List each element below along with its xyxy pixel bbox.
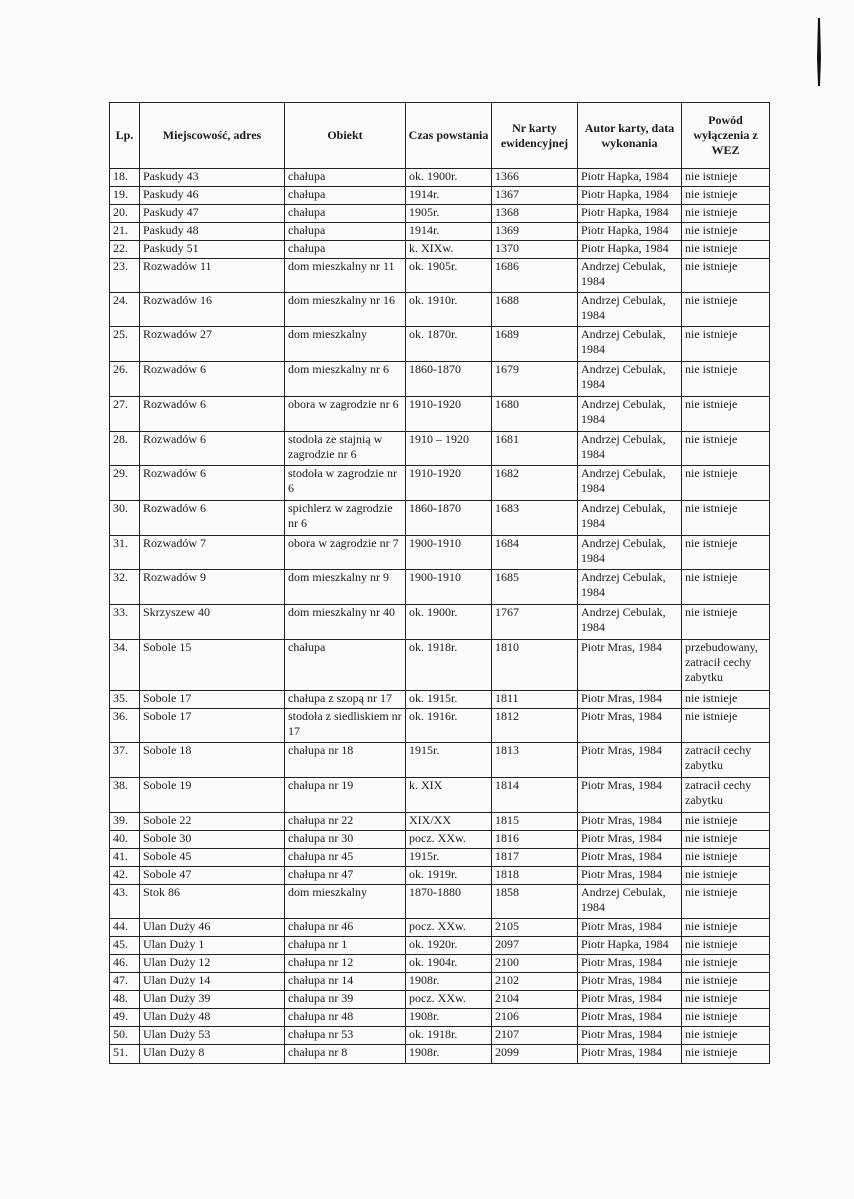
- table-row: [110, 362, 770, 397]
- cell-lp: 19.: [110, 187, 140, 205]
- cell-card-author: Piotr Mras, 1984: [578, 1045, 682, 1064]
- cell-object: spichlerz w zagrodzie nr 6: [285, 501, 406, 536]
- cell-date-built: ok. 1915r.: [406, 691, 492, 709]
- table-row: [110, 501, 770, 536]
- cell-removal-reason: nie istnieje: [682, 327, 770, 362]
- cell-lp: 44.: [110, 919, 140, 937]
- cell-object: chałupa nr 47: [285, 867, 406, 885]
- cell-object: chałupa nr 39: [285, 991, 406, 1009]
- cell-removal-reason: nie istnieje: [682, 169, 770, 187]
- cell-card-author: Andrzej Cebulak, 1984: [578, 536, 682, 570]
- cell-lp: 26.: [110, 362, 140, 397]
- cell-object: chałupa nr 46: [285, 919, 406, 937]
- cell-location: Stok 86: [140, 885, 285, 919]
- cell-location: Rozwadów 6: [140, 466, 285, 501]
- cell-date-built: 1914r.: [406, 187, 492, 205]
- cell-lp: 42.: [110, 867, 140, 885]
- cell-date-built: 1908r.: [406, 1045, 492, 1064]
- cell-card-number: 2100: [492, 955, 578, 973]
- header-object: Obiekt: [285, 103, 406, 169]
- cell-card-number: 1816: [492, 831, 578, 849]
- cell-card-author: Andrzej Cebulak, 1984: [578, 432, 682, 466]
- cell-date-built: pocz. XXw.: [406, 991, 492, 1009]
- cell-location: Rozwadów 6: [140, 397, 285, 432]
- cell-card-author: Andrzej Cebulak, 1984: [578, 259, 682, 293]
- cell-removal-reason: nie istnieje: [682, 501, 770, 536]
- cell-location: Rozwadów 27: [140, 327, 285, 362]
- table-body: [110, 169, 770, 1064]
- cell-lp: 22.: [110, 241, 140, 259]
- cell-lp: 40.: [110, 831, 140, 849]
- cell-lp: 50.: [110, 1027, 140, 1045]
- cell-date-built: 1910 – 1920: [406, 432, 492, 466]
- cell-location: Sobole 22: [140, 813, 285, 831]
- cell-card-author: Piotr Hapka, 1984: [578, 223, 682, 241]
- cell-object: chałupa nr 45: [285, 849, 406, 867]
- cell-card-number: 1685: [492, 570, 578, 605]
- cell-object: dom mieszkalny: [285, 885, 406, 919]
- cell-removal-reason: nie istnieje: [682, 1027, 770, 1045]
- cell-lp: 25.: [110, 327, 140, 362]
- header-removal-reason: Powód wyłączenia z WEZ: [682, 103, 770, 169]
- cell-lp: 27.: [110, 397, 140, 432]
- cell-date-built: 1915r.: [406, 849, 492, 867]
- table-row: [110, 849, 770, 867]
- table-row: [110, 973, 770, 991]
- table-row: [110, 536, 770, 570]
- cell-date-built: ok. 1920r.: [406, 937, 492, 955]
- cell-card-author: Andrzej Cebulak, 1984: [578, 885, 682, 919]
- cell-location: Rozwadów 7: [140, 536, 285, 570]
- cell-date-built: pocz. XXw.: [406, 919, 492, 937]
- cell-object: chałupa nr 14: [285, 973, 406, 991]
- cell-removal-reason: nie istnieje: [682, 223, 770, 241]
- cell-date-built: ok. 1916r.: [406, 709, 492, 743]
- cell-object: chałupa: [285, 241, 406, 259]
- cell-card-author: Andrzej Cebulak, 1984: [578, 327, 682, 362]
- table-row: [110, 466, 770, 501]
- cell-card-author: Piotr Hapka, 1984: [578, 205, 682, 223]
- cell-date-built: k. XIXw.: [406, 241, 492, 259]
- cell-object: dom mieszkalny: [285, 327, 406, 362]
- table-row: [110, 327, 770, 362]
- cell-object: obora w zagrodzie nr 7: [285, 536, 406, 570]
- cell-card-author: Piotr Hapka, 1984: [578, 241, 682, 259]
- cell-removal-reason: nie istnieje: [682, 813, 770, 831]
- cell-location: Sobole 15: [140, 640, 285, 691]
- table-row: [110, 1045, 770, 1064]
- cell-card-number: 1767: [492, 605, 578, 640]
- cell-card-author: Andrzej Cebulak, 1984: [578, 501, 682, 536]
- cell-object: chałupa nr 19: [285, 778, 406, 813]
- cell-object: dom mieszkalny nr 40: [285, 605, 406, 640]
- table-row: [110, 691, 770, 709]
- cell-location: Rozwadów 6: [140, 362, 285, 397]
- cell-card-author: Piotr Hapka, 1984: [578, 937, 682, 955]
- cell-card-number: 1681: [492, 432, 578, 466]
- cell-object: chałupa z szopą nr 17: [285, 691, 406, 709]
- cell-removal-reason: nie istnieje: [682, 536, 770, 570]
- cell-card-number: 1369: [492, 223, 578, 241]
- cell-date-built: ok. 1904r.: [406, 955, 492, 973]
- table-row: [110, 831, 770, 849]
- table-row: [110, 432, 770, 466]
- cell-card-number: 1689: [492, 327, 578, 362]
- cell-lp: 34.: [110, 640, 140, 691]
- cell-location: Ulan Duży 39: [140, 991, 285, 1009]
- cell-date-built: 1905r.: [406, 205, 492, 223]
- cell-location: Paskudy 46: [140, 187, 285, 205]
- cell-card-author: Andrzej Cebulak, 1984: [578, 605, 682, 640]
- cell-removal-reason: nie istnieje: [682, 570, 770, 605]
- cell-location: Sobole 45: [140, 849, 285, 867]
- cell-object: chałupa nr 1: [285, 937, 406, 955]
- cell-date-built: 1915r.: [406, 743, 492, 778]
- cell-lp: 51.: [110, 1045, 140, 1064]
- cell-card-author: Piotr Mras, 1984: [578, 640, 682, 691]
- header-card-number: Nr karty ewidencyjnej: [492, 103, 578, 169]
- cell-card-number: 2106: [492, 1009, 578, 1027]
- header-card-author: Autor karty, data wykonania: [578, 103, 682, 169]
- cell-date-built: 1900-1910: [406, 570, 492, 605]
- cell-location: Paskudy 47: [140, 205, 285, 223]
- cell-removal-reason: nie istnieje: [682, 1045, 770, 1064]
- cell-date-built: 1860-1870: [406, 362, 492, 397]
- cell-date-built: ok. 1919r.: [406, 867, 492, 885]
- cell-lp: 35.: [110, 691, 140, 709]
- cell-card-number: 1810: [492, 640, 578, 691]
- cell-removal-reason: nie istnieje: [682, 991, 770, 1009]
- cell-lp: 24.: [110, 293, 140, 327]
- cell-card-number: 1370: [492, 241, 578, 259]
- cell-location: Ulan Duży 53: [140, 1027, 285, 1045]
- cell-object: chałupa: [285, 187, 406, 205]
- cell-location: Rozwadów 6: [140, 501, 285, 536]
- cell-location: Rozwadów 6: [140, 432, 285, 466]
- handwritten-pen-mark: [816, 18, 822, 88]
- cell-lp: 41.: [110, 849, 140, 867]
- cell-lp: 46.: [110, 955, 140, 973]
- cell-object: dom mieszkalny nr 6: [285, 362, 406, 397]
- cell-removal-reason: przebudowany, zatracił cechy zabytku: [682, 640, 770, 691]
- cell-object: chałupa nr 53: [285, 1027, 406, 1045]
- cell-location: Sobole 19: [140, 778, 285, 813]
- cell-card-number: 1683: [492, 501, 578, 536]
- cell-card-number: 2099: [492, 1045, 578, 1064]
- cell-object: chałupa nr 18: [285, 743, 406, 778]
- cell-card-number: 2107: [492, 1027, 578, 1045]
- cell-card-author: Piotr Mras, 1984: [578, 743, 682, 778]
- cell-card-author: Piotr Hapka, 1984: [578, 187, 682, 205]
- cell-location: Rozwadów 16: [140, 293, 285, 327]
- cell-removal-reason: nie istnieje: [682, 432, 770, 466]
- cell-location: Ulan Duży 14: [140, 973, 285, 991]
- cell-location: Sobole 30: [140, 831, 285, 849]
- cell-object: chałupa nr 30: [285, 831, 406, 849]
- cell-location: Ulan Duży 46: [140, 919, 285, 937]
- cell-removal-reason: nie istnieje: [682, 937, 770, 955]
- cell-removal-reason: nie istnieje: [682, 293, 770, 327]
- table-row: [110, 605, 770, 640]
- cell-card-number: 1817: [492, 849, 578, 867]
- monument-registry-table: [109, 102, 770, 1064]
- cell-location: Ulan Duży 12: [140, 955, 285, 973]
- cell-removal-reason: nie istnieje: [682, 709, 770, 743]
- table-row: [110, 640, 770, 691]
- cell-lp: 36.: [110, 709, 140, 743]
- table-row: [110, 223, 770, 241]
- cell-card-number: 1366: [492, 169, 578, 187]
- cell-card-number: 1684: [492, 536, 578, 570]
- cell-date-built: 1870-1880: [406, 885, 492, 919]
- cell-card-number: 2097: [492, 937, 578, 955]
- cell-lp: 31.: [110, 536, 140, 570]
- cell-object: chałupa nr 8: [285, 1045, 406, 1064]
- cell-object: chałupa nr 12: [285, 955, 406, 973]
- cell-location: Paskudy 48: [140, 223, 285, 241]
- cell-card-number: 1679: [492, 362, 578, 397]
- cell-card-number: 1812: [492, 709, 578, 743]
- cell-removal-reason: nie istnieje: [682, 691, 770, 709]
- cell-lp: 39.: [110, 813, 140, 831]
- cell-location: Ulan Duży 8: [140, 1045, 285, 1064]
- cell-object: stodoła w zagrodzie nr 6: [285, 466, 406, 501]
- cell-card-number: 1813: [492, 743, 578, 778]
- cell-card-author: Piotr Mras, 1984: [578, 973, 682, 991]
- cell-date-built: ok. 1918r.: [406, 1027, 492, 1045]
- cell-date-built: pocz. XXw.: [406, 831, 492, 849]
- cell-card-author: Piotr Mras, 1984: [578, 867, 682, 885]
- cell-date-built: 1908r.: [406, 973, 492, 991]
- cell-removal-reason: nie istnieje: [682, 867, 770, 885]
- header-lp: Lp.: [110, 103, 140, 169]
- cell-date-built: ok. 1900r.: [406, 605, 492, 640]
- cell-object: chałupa: [285, 205, 406, 223]
- cell-card-number: 1368: [492, 205, 578, 223]
- cell-card-number: 1367: [492, 187, 578, 205]
- cell-location: Sobole 18: [140, 743, 285, 778]
- cell-removal-reason: nie istnieje: [682, 205, 770, 223]
- cell-removal-reason: nie istnieje: [682, 605, 770, 640]
- cell-card-author: Andrzej Cebulak, 1984: [578, 570, 682, 605]
- cell-removal-reason: nie istnieje: [682, 973, 770, 991]
- cell-location: Paskudy 43: [140, 169, 285, 187]
- cell-card-author: Piotr Mras, 1984: [578, 709, 682, 743]
- cell-date-built: k. XIX: [406, 778, 492, 813]
- cell-lp: 38.: [110, 778, 140, 813]
- cell-date-built: 1908r.: [406, 1009, 492, 1027]
- table-row: [110, 813, 770, 831]
- cell-removal-reason: nie istnieje: [682, 955, 770, 973]
- table-header-row: [110, 103, 770, 169]
- cell-card-author: Piotr Mras, 1984: [578, 991, 682, 1009]
- cell-date-built: 1914r.: [406, 223, 492, 241]
- cell-object: chałupa: [285, 640, 406, 691]
- cell-object: stodoła z siedliskiem nr 17: [285, 709, 406, 743]
- cell-card-author: Piotr Mras, 1984: [578, 1027, 682, 1045]
- table-row: [110, 867, 770, 885]
- cell-date-built: 1860-1870: [406, 501, 492, 536]
- cell-removal-reason: nie istnieje: [682, 362, 770, 397]
- cell-object: dom mieszkalny nr 16: [285, 293, 406, 327]
- table-row: [110, 991, 770, 1009]
- cell-lp: 45.: [110, 937, 140, 955]
- cell-object: stodoła ze stajnią w zagrodzie nr 6: [285, 432, 406, 466]
- cell-location: Sobole 47: [140, 867, 285, 885]
- cell-date-built: 1910-1920: [406, 397, 492, 432]
- table-row: [110, 709, 770, 743]
- cell-card-number: 1858: [492, 885, 578, 919]
- table-row: [110, 259, 770, 293]
- cell-removal-reason: zatracił cechy zabytku: [682, 743, 770, 778]
- table-row: [110, 293, 770, 327]
- cell-card-number: 2105: [492, 919, 578, 937]
- cell-object: chałupa nr 48: [285, 1009, 406, 1027]
- cell-date-built: ok. 1905r.: [406, 259, 492, 293]
- cell-card-author: Andrzej Cebulak, 1984: [578, 293, 682, 327]
- table-row: [110, 169, 770, 187]
- cell-location: Ulan Duży 48: [140, 1009, 285, 1027]
- cell-card-number: 1686: [492, 259, 578, 293]
- cell-location: Sobole 17: [140, 691, 285, 709]
- cell-removal-reason: nie istnieje: [682, 259, 770, 293]
- cell-card-author: Piotr Mras, 1984: [578, 778, 682, 813]
- cell-card-number: 1688: [492, 293, 578, 327]
- cell-lp: 32.: [110, 570, 140, 605]
- table-row: [110, 955, 770, 973]
- cell-card-number: 2102: [492, 973, 578, 991]
- cell-object: obora w zagrodzie nr 6: [285, 397, 406, 432]
- cell-card-author: Andrzej Cebulak, 1984: [578, 466, 682, 501]
- cell-card-number: 1814: [492, 778, 578, 813]
- cell-date-built: 1910-1920: [406, 466, 492, 501]
- cell-object: dom mieszkalny nr 9: [285, 570, 406, 605]
- cell-date-built: 1900-1910: [406, 536, 492, 570]
- table-row: [110, 205, 770, 223]
- table-row: [110, 778, 770, 813]
- cell-lp: 29.: [110, 466, 140, 501]
- cell-card-author: Piotr Mras, 1984: [578, 849, 682, 867]
- cell-removal-reason: nie istnieje: [682, 919, 770, 937]
- cell-card-author: Piotr Mras, 1984: [578, 813, 682, 831]
- cell-location: Skrzyszew 40: [140, 605, 285, 640]
- cell-removal-reason: nie istnieje: [682, 885, 770, 919]
- cell-lp: 47.: [110, 973, 140, 991]
- cell-lp: 30.: [110, 501, 140, 536]
- table-row: [110, 937, 770, 955]
- cell-removal-reason: nie istnieje: [682, 466, 770, 501]
- cell-lp: 37.: [110, 743, 140, 778]
- cell-object: dom mieszkalny nr 11: [285, 259, 406, 293]
- cell-removal-reason: zatracił cechy zabytku: [682, 778, 770, 813]
- cell-lp: 33.: [110, 605, 140, 640]
- cell-card-author: Andrzej Cebulak, 1984: [578, 362, 682, 397]
- cell-removal-reason: nie istnieje: [682, 831, 770, 849]
- table-row: [110, 919, 770, 937]
- table-row: [110, 1009, 770, 1027]
- cell-card-author: Piotr Mras, 1984: [578, 919, 682, 937]
- table-row: [110, 570, 770, 605]
- cell-card-author: Piotr Mras, 1984: [578, 955, 682, 973]
- cell-lp: 49.: [110, 1009, 140, 1027]
- cell-date-built: ok. 1918r.: [406, 640, 492, 691]
- cell-location: Sobole 17: [140, 709, 285, 743]
- cell-location: Paskudy 51: [140, 241, 285, 259]
- cell-card-number: 1682: [492, 466, 578, 501]
- cell-location: Ulan Duży 1: [140, 937, 285, 955]
- cell-lp: 23.: [110, 259, 140, 293]
- cell-object: chałupa nr 22: [285, 813, 406, 831]
- cell-lp: 43.: [110, 885, 140, 919]
- table-row: [110, 885, 770, 919]
- cell-date-built: ok. 1900r.: [406, 169, 492, 187]
- cell-location: Rozwadów 11: [140, 259, 285, 293]
- cell-card-author: Piotr Hapka, 1984: [578, 169, 682, 187]
- cell-lp: 18.: [110, 169, 140, 187]
- table-row: [110, 1027, 770, 1045]
- cell-card-author: Andrzej Cebulak, 1984: [578, 397, 682, 432]
- cell-card-number: 1815: [492, 813, 578, 831]
- cell-card-author: Piotr Mras, 1984: [578, 831, 682, 849]
- cell-removal-reason: nie istnieje: [682, 187, 770, 205]
- cell-removal-reason: nie istnieje: [682, 397, 770, 432]
- cell-card-author: Piotr Mras, 1984: [578, 1009, 682, 1027]
- table-row: [110, 187, 770, 205]
- cell-date-built: ok. 1870r.: [406, 327, 492, 362]
- cell-card-number: 1680: [492, 397, 578, 432]
- cell-lp: 20.: [110, 205, 140, 223]
- cell-location: Rozwadów 9: [140, 570, 285, 605]
- table-row: [110, 397, 770, 432]
- cell-card-number: 2104: [492, 991, 578, 1009]
- cell-card-author: Piotr Mras, 1984: [578, 691, 682, 709]
- header-location: Miejscowość, adres: [140, 103, 285, 169]
- cell-date-built: XIX/XX: [406, 813, 492, 831]
- cell-date-built: ok. 1910r.: [406, 293, 492, 327]
- cell-card-number: 1811: [492, 691, 578, 709]
- cell-removal-reason: nie istnieje: [682, 241, 770, 259]
- cell-lp: 48.: [110, 991, 140, 1009]
- cell-removal-reason: nie istnieje: [682, 849, 770, 867]
- cell-lp: 21.: [110, 223, 140, 241]
- header-date-built: Czas powstania: [406, 103, 492, 169]
- cell-object: chałupa: [285, 223, 406, 241]
- cell-card-number: 1818: [492, 867, 578, 885]
- cell-removal-reason: nie istnieje: [682, 1009, 770, 1027]
- cell-object: chałupa: [285, 169, 406, 187]
- table-row: [110, 743, 770, 778]
- table-row: [110, 241, 770, 259]
- cell-lp: 28.: [110, 432, 140, 466]
